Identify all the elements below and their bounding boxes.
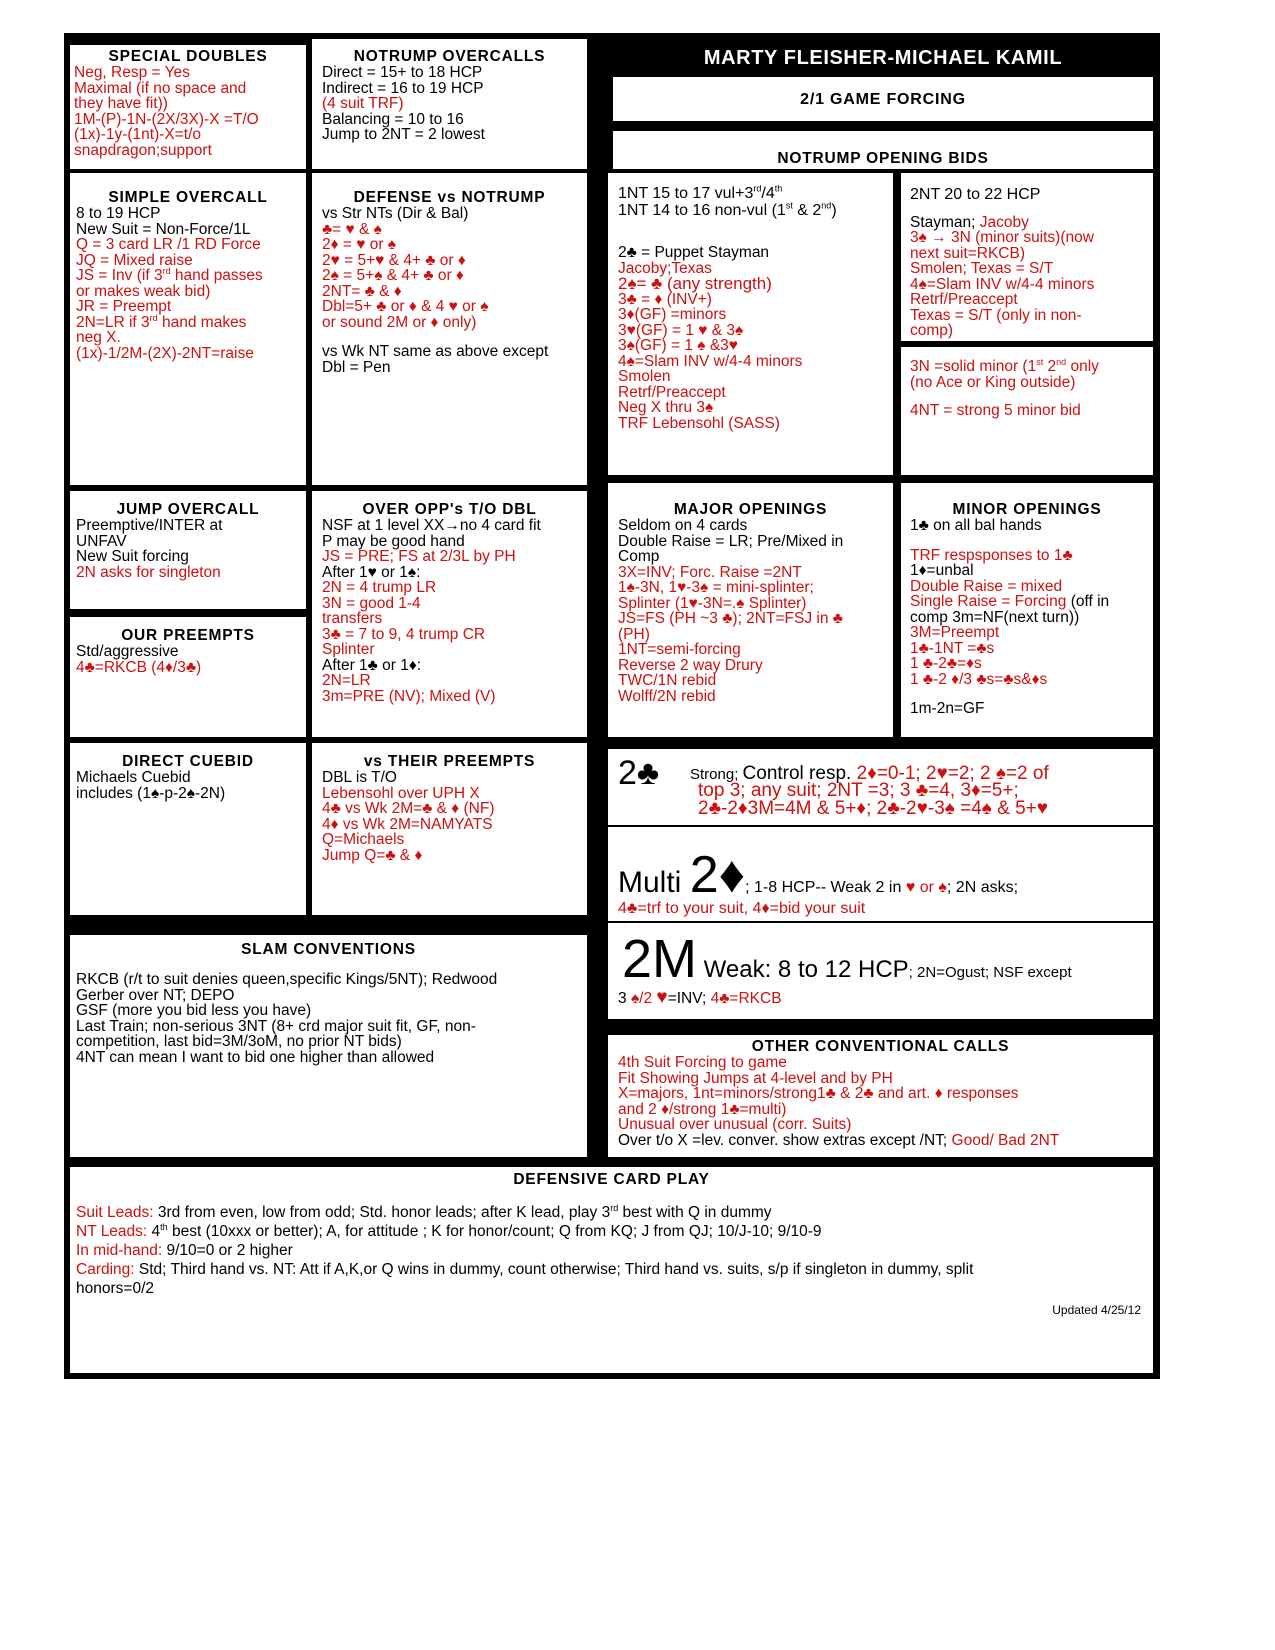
- text-line: Jacoby;Texas: [618, 259, 712, 277]
- over-opp-takeout-double-panel: [312, 491, 587, 737]
- heart-icon: ♥: [905, 879, 916, 896]
- text-line: 4♣=trf to your suit, 4♦=bid your suit: [618, 900, 866, 917]
- text-line: Last Train; non-serious 3NT (8+ crd major suit fit, GF, non-: [76, 1017, 476, 1035]
- text-line: JQ = Mixed raise: [76, 251, 193, 269]
- text-line: Michaels Cuebid: [76, 769, 191, 786]
- text-line: 4NT can mean I want to bid one higher than allowed: [76, 1048, 435, 1066]
- text-line: New Suit = Non-Force/1L: [76, 220, 251, 238]
- text-line: or: [915, 879, 939, 896]
- text-line: 1 ♣-2♣=♦s: [910, 655, 982, 672]
- text-line: NT Leads: 4th best (10xxx or better); A, for attitude ; K for honor/count; Q from KQ; J from QJ; 10/J-10; 9/10-9: [76, 1221, 822, 1240]
- text-line: In mid-hand: 9/10=0 or 2 higher: [76, 1242, 293, 1259]
- jump-overcall-panel: [70, 491, 306, 609]
- section-title: DEFENSE vs NOTRUMP: [353, 189, 546, 206]
- section-title: OUR PREEMPTS: [121, 627, 255, 644]
- text-line: Suit Leads: 3rd from even, low from odd; Std. honor leads; after K lead, play 3rd best with Q in dummy: [76, 1202, 772, 1221]
- text-line: X=majors, 1nt=minors/strong1♣ & 2♣ and art. ♦ responses: [618, 1085, 1019, 1102]
- text-line: 1♦=unbal: [910, 562, 974, 579]
- text-line: they have fit)): [74, 95, 168, 112]
- text-line: 3♥(GF) = 1 ♥ & 3♠: [618, 321, 744, 339]
- text-line: 1NT 15 to 17 vul+3rd/4th: [618, 183, 783, 202]
- section-title: JUMP OVERCALL: [116, 501, 260, 518]
- control-label: Control resp.: [742, 763, 857, 784]
- text-line: (no Ace or King outside): [910, 373, 1076, 391]
- text-line: snapdragon;support: [74, 141, 212, 159]
- our-preempts-panel: [70, 617, 306, 737]
- text-line: Carding: Std; Third hand vs. NT: Att if A,K,or Q wins in dummy, count otherwise; Third hand vs. suits, s/p if singleton in dummy, split: [76, 1261, 974, 1278]
- minor-openings-panel: [901, 483, 1153, 737]
- text-line: Neg, Resp = Yes: [74, 64, 190, 81]
- three-notrump-panel: [901, 347, 1153, 475]
- text-line: 3m=PRE (NV); Mixed (V): [322, 687, 496, 705]
- text-line: Maximal (if no space and: [74, 79, 247, 97]
- text-line: Retrf/Preaccept: [618, 383, 726, 401]
- text-line: ♣= ♥ & ♠: [322, 220, 382, 238]
- text-line: 3N =solid minor (1st 2nd only: [910, 356, 1099, 375]
- text-line: 2♦=0-1; 2♥=2; 2 ♠=2 of: [856, 763, 1049, 784]
- text-line: 2♠= ♣ (any strength): [618, 274, 772, 293]
- text-line: Splinter (1♥-3N=.♠ Splinter): [618, 594, 807, 612]
- text-line: 4♠=Slam INV w/4-4 minors: [618, 352, 803, 370]
- text-line: Lebensohl over UPH X: [322, 784, 480, 802]
- section-title: MAJOR OPENINGS: [673, 501, 828, 518]
- text-line: Unusual over unusual (corr. Suits): [618, 1116, 852, 1133]
- text-line: Reverse 2 way Drury: [618, 656, 763, 674]
- section-title: SLAM CONVENTIONS: [241, 941, 416, 958]
- text-line: vs Wk NT same as above except: [322, 343, 549, 360]
- section-title: NOTRUMP OVERCALLS: [353, 48, 546, 65]
- one-notrump-panel: [608, 173, 893, 475]
- text-line: 2♣-2♦3M=4M & 5+♦; 2♣-2♥-3♠ =4♠ & 5+♥: [698, 798, 1049, 819]
- text-line: Indirect = 16 to 19 HCP: [322, 79, 484, 97]
- text-line: Splinter: [322, 641, 375, 658]
- vs-their-preempts-panel: [312, 743, 587, 915]
- text-line: 2N=LR: [322, 672, 371, 689]
- text-line: 1NT 14 to 16 non-vul (1st & 2nd): [618, 200, 837, 219]
- text-line: Retrf/Preaccept: [910, 291, 1018, 308]
- text-line: competition, last bid=3M/3oM, no prior NT bids): [76, 1033, 402, 1050]
- text-line: NSF at 1 level XX→no 4 card fit: [322, 517, 541, 534]
- simple-overcall-panel: [70, 173, 306, 485]
- text-line: 3♣ = 7 to 9, 4 trump CR: [322, 625, 486, 643]
- major-openings-panel: [608, 483, 893, 737]
- text-line: 3X=INV; Forc. Raise =2NT: [618, 563, 802, 581]
- text-line: TWC/1N rebid: [618, 672, 717, 689]
- system-bar: [613, 77, 1153, 121]
- section-title: OTHER CONVENTIONAL CALLS: [751, 1038, 1010, 1055]
- text-line: vs Str NTs (Dir & Bal): [322, 205, 469, 222]
- system-title: 2/1 GAME FORCING: [800, 91, 966, 108]
- text-line: Jump to 2NT = 2 lowest: [322, 126, 485, 143]
- section-title: SPECIAL DOUBLES: [108, 48, 268, 65]
- spade-icon: ♠: [938, 879, 947, 896]
- text-line: 2♥ = 5+♥ & 4+ ♣ or ♦: [322, 251, 466, 269]
- convention-card: [64, 33, 1160, 1379]
- text-line: honors=0/2: [76, 1280, 154, 1297]
- text-line: Direct = 15+ to 18 HCP: [322, 64, 483, 81]
- text-line: 2N = 4 trump LR: [322, 579, 437, 596]
- text-line: Wolff/2N rebid: [618, 687, 716, 705]
- two-notrump-panel: [901, 173, 1153, 341]
- text-line: 4♣ vs Wk 2M=♣ & ♦ (NF): [322, 800, 495, 817]
- text-line: 1NT=semi-forcing: [618, 641, 741, 658]
- text-line: comp): [910, 322, 954, 339]
- text-line: Double Raise = LR; Pre/Mixed in: [618, 532, 844, 550]
- section-title: NOTRUMP OPENING BIDS: [777, 150, 989, 167]
- text-line: ; 2N=Ogust; NSF except: [908, 964, 1072, 981]
- text-line: (PH): [618, 625, 650, 643]
- special-doubles-panel: [70, 45, 306, 169]
- text-line: ; 1-8 HCP-- Weak 2 in: [745, 879, 906, 896]
- text-line: P may be good hand: [322, 532, 465, 550]
- text-line: Q = 3 card LR /1 RD Force: [76, 236, 261, 253]
- names-header: MARTY FLEISHER-MICHAEL KAMIL: [703, 47, 1063, 69]
- text-line: Smolen: [618, 368, 671, 385]
- section-title: vs THEIR PREEMPTS: [363, 753, 536, 770]
- text-line: includes (1♠-p-2♠-2N): [76, 784, 226, 802]
- section-title: OVER OPP's T/O DBL: [362, 501, 537, 518]
- text-line: New Suit forcing: [76, 548, 189, 565]
- section-title: DEFENSIVE CARD PLAY: [513, 1171, 710, 1188]
- text-line: neg X.: [76, 329, 121, 346]
- text-line: 2NT= ♣ & ♦: [322, 282, 402, 300]
- text-line: RKCB (r/t to suit denies queen,specific Kings/5NT); Redwood: [76, 971, 498, 988]
- text-line: next suit=RKCB): [910, 244, 1026, 262]
- text-line: and 2 ♦/strong 1♣=multi): [618, 1100, 787, 1118]
- two-clubs-panel: [608, 749, 1153, 825]
- text-line: or makes weak bid): [76, 282, 211, 300]
- text-line: Smolen; Texas = S/T: [910, 260, 1054, 277]
- text-line: JR = Preempt: [76, 298, 172, 315]
- text-line: UNFAV: [76, 532, 127, 550]
- text-line: 4NT = strong 5 minor bid: [910, 402, 1081, 419]
- text-line: Q=Michaels: [322, 831, 405, 848]
- defense-vs-notrump-panel: [312, 173, 587, 485]
- two-major-weak-panel: [608, 923, 1153, 1019]
- text-line: 1M-(P)-1N-(2X/3X)-X =T/O: [74, 110, 259, 128]
- two-major-bid: 2M: [622, 929, 698, 989]
- text-line: Gerber over NT; DEPO: [76, 986, 235, 1004]
- section-title: DIRECT CUEBID: [122, 753, 254, 770]
- text-line: Single Raise = Forcing (off in: [910, 593, 1110, 610]
- text-line: TRF respsponses to 1♣: [910, 546, 1073, 564]
- text-line: TRF Lebensohl (SASS): [618, 414, 780, 432]
- multi-two-diamonds-panel: [608, 827, 1153, 921]
- multi-bid: 2♦: [689, 846, 746, 904]
- text-line: (1x)-1y-(1nt)-X=t/o: [74, 126, 202, 143]
- text-line: 2NT 20 to 22 HCP: [910, 186, 1041, 203]
- text-line: 4♣=RKCB (4♦/3♣): [76, 658, 202, 676]
- slam-conventions-panel: [70, 935, 587, 1157]
- text-line: Dbl=5+ ♣ or ♦ & 4 ♥ or ♠: [322, 298, 489, 315]
- text-line: 3 ♠/2 ♥=INV; 4♣=RKCB: [618, 987, 782, 1008]
- text-line: 2N asks for singleton: [76, 563, 221, 581]
- two-clubs-bid: 2♣: [618, 754, 660, 792]
- text-line: 4♠=Slam INV w/4-4 minors: [910, 275, 1095, 293]
- strong-label: Strong;: [690, 766, 743, 783]
- text-line: 2♠ = 5+♠ & 4+ ♣ or ♦: [322, 267, 464, 284]
- text-line: Double Raise = mixed: [910, 577, 1063, 595]
- text-line: 3N = good 1-4: [322, 594, 421, 612]
- multi-word: Multi: [618, 866, 690, 899]
- text-line: 1♣-1NT =♣s: [910, 639, 995, 657]
- text-line: 3M=Preempt: [910, 624, 1000, 641]
- text-line: Comp: [618, 548, 660, 565]
- text-line: JS = PRE; FS at 2/3L by PH: [322, 548, 516, 565]
- text-line: Preemptive/INTER at: [76, 517, 223, 534]
- text-line: 4th Suit Forcing to game: [618, 1054, 787, 1071]
- text-line: 1 ♣-2 ♦/3 ♣s=♣s&♦s: [910, 670, 1048, 688]
- defensive-card-play-panel: [70, 1167, 1153, 1373]
- weak-range: Weak: 8 to 12 HCP: [697, 956, 909, 983]
- text-line: 2♣ = Puppet Stayman: [618, 244, 770, 261]
- notrump-opening-bar: [613, 131, 1153, 169]
- text-line: Balancing = 10 to 16: [322, 110, 464, 128]
- other-conventional-calls-panel: [608, 1035, 1153, 1157]
- section-title: MINOR OPENINGS: [952, 501, 1102, 518]
- text-line: Seldom on 4 cards: [618, 517, 748, 534]
- text-line: JS = Inv (if 3rd hand passes: [76, 265, 263, 284]
- text-line: Over t/o X =lev. conver. show extras except /NT; Good/ Bad 2NT: [618, 1131, 1060, 1149]
- text-line: 4♦ vs Wk 2M=NAMYATS: [322, 815, 493, 833]
- text-line: 3♣ = ♦ (INV+): [618, 290, 712, 308]
- text-line: Std/aggressive: [76, 643, 179, 660]
- text-line: or sound 2M or ♦ only): [322, 313, 477, 331]
- text-line: GSF (more you bid less you have): [76, 1002, 312, 1019]
- text-line: ; 2N asks;: [946, 879, 1019, 896]
- section-title: SIMPLE OVERCALL: [108, 189, 268, 206]
- notrump-overcalls-panel: [312, 39, 587, 169]
- text-line: Dbl = Pen: [322, 358, 391, 376]
- text-line: 1♠-3N, 1♥-3♠ = mini-splinter;: [618, 579, 814, 596]
- text-line: 1♣ on all bal hands: [910, 517, 1042, 534]
- text-line: (4 suit TRF): [322, 95, 404, 112]
- updated-date: Updated 4/25/12: [1052, 1303, 1141, 1317]
- text-line: 3♦(GF) =minors: [618, 306, 727, 323]
- text-line: Neg X thru 3♠: [618, 399, 714, 416]
- text-line: transfers: [322, 610, 383, 627]
- text-line: DBL is T/O: [322, 769, 397, 786]
- text-line: After 1♣ or 1♦:: [322, 656, 422, 674]
- text-line: Texas = S/T (only in non-: [910, 306, 1082, 324]
- text-line: 2♦ = ♥ or ♠: [322, 236, 397, 253]
- text-line: Jump Q=♣ & ♦: [322, 846, 423, 864]
- text-line: Fit Showing Jumps at 4-level and by PH: [618, 1069, 893, 1087]
- text-line: 8 to 19 HCP: [76, 205, 161, 222]
- text-line: top 3; any suit; 2NT =3; 3 ♣=4, 3♦=5+;: [698, 780, 1019, 801]
- text-line: comp 3m=NF(next turn)): [910, 608, 1080, 626]
- text-line: 3♠(GF) = 1 ♠ &3♥: [618, 337, 738, 354]
- text-line: (1x)-1/2M-(2X)-2NT=raise: [76, 344, 254, 362]
- direct-cuebid-panel: [70, 743, 306, 915]
- text-line: JS=FS (PH ~3 ♣); 2NT=FSJ in ♣: [618, 610, 843, 627]
- text-line: Stayman; Jacoby: [910, 213, 1029, 231]
- text-line: 2N=LR if 3rd hand makes: [76, 312, 247, 331]
- text-line: After 1♥ or 1♠:: [322, 563, 421, 581]
- text-line: 1m-2n=GF: [910, 700, 985, 717]
- text-line: 3♠ → 3N (minor suits)(now: [910, 229, 1094, 246]
